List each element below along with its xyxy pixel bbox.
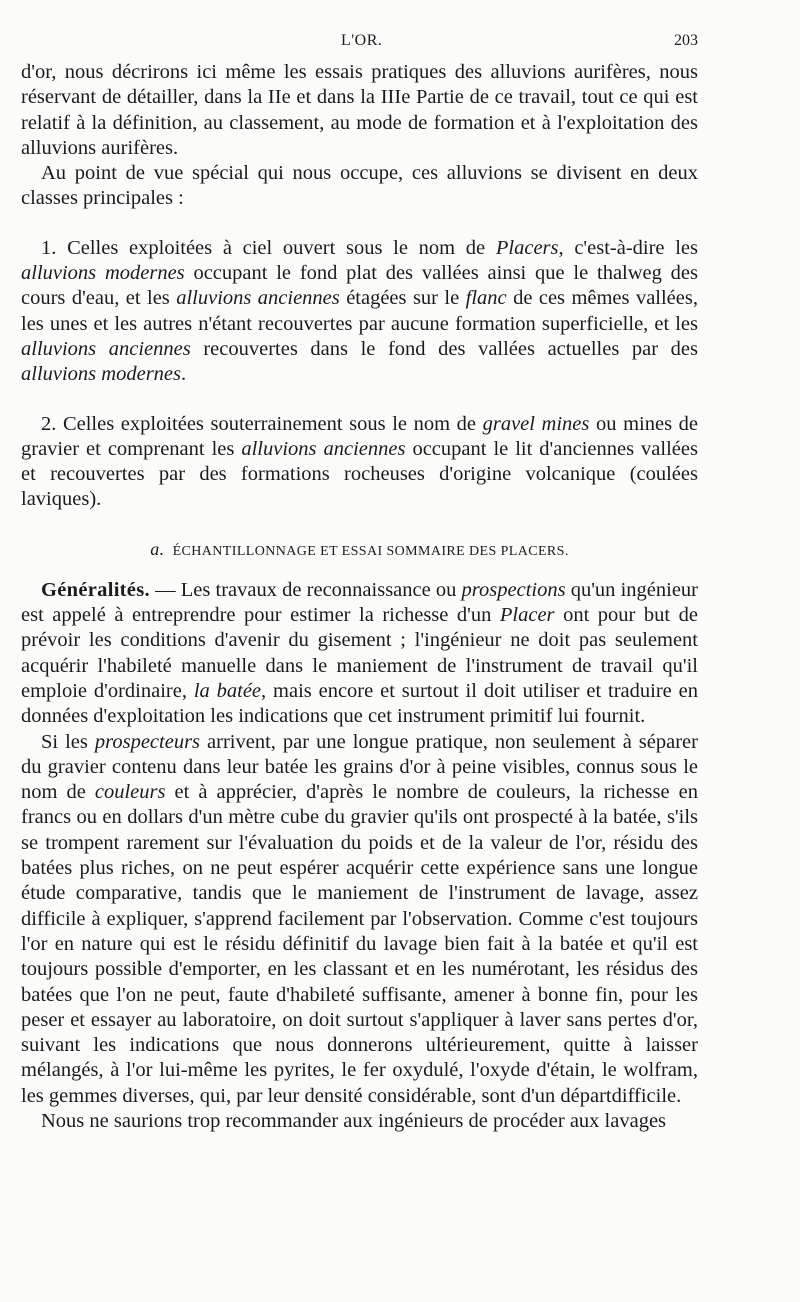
running-title: L'OR. bbox=[341, 32, 383, 49]
page bbox=[21, 32, 698, 1134]
run-in-heading: Généralités. bbox=[41, 578, 150, 601]
paragraph-prospecteurs: Si les prospecteurs arrivent, par une longue pratique, non seulement à séparer du gravier contenu dans leur batée les grains d'or à peine visibles, connus sous le nom de couleurs et à apprécier, d'après le nombre de couleurs, la richesse en francs ou en dollars d'un mètre cube du gravier qu'ils ont prospecté à la batée, s'ils se trompent rarement sur l'évaluation du poids et de la valeur de l'or, résidu des batées plus riches, on ne peut espérer acquérir cette expérience sans une longue étude comparative, tandis que le maniement de l'instrument de lavage, assez difficile à expliquer, s'apprend facilement par l'observation. Comme c'est toujours l'or en nature qui est le résidu définitif du lavage bien fait à la batée et qu'il est toujours possible d'emporter, en les classant et en les numérotant, les résidus des batées que l'on ne peut, faute d'habileté suffisante, amener à bonne fin, pour les peser et essayer au laboratoire, on doit surtout s'appliquer à laver sans pertes d'or, suivant les indications que nous donnerons ultérieurement, quitte à laisser mélangés, à l'or lui-même les pyrites, le fer oxydulé, l'oxyde d'étain, le wolfram, les gemmes diverses, qui, par leur densité considérable, sont d'un départdifficile. bbox=[21, 730, 698, 1107]
list-item-2: 2. Celles exploitées souterrainement sous le nom de gravel mines ou mines de gravier et comprenant les alluvions anciennes occupant le lit d'anciennes vallées et recouvertes par des formations rocheuses d'origine volcanique (coulées laviques). bbox=[21, 412, 698, 511]
item-number: 2. bbox=[41, 412, 57, 435]
section-heading bbox=[21, 539, 698, 560]
paragraph-1: d'or, nous décrirons ici même les essais pratiques des alluvions aurifères, nous réservant de détailler, dans la IIe et dans la IIIe Partie de ce travail, tout ce qui est relatif à la définition, au classement, au mode de formation et à l'exploitation des alluvions aurifères. bbox=[21, 61, 698, 159]
paragraph-generalites: Généralités. — Les travaux de reconnaissance ou prospections qu'un ingénieur est appelé à entreprendre pour estimer la richesse d'un Placer ont pour but de prévoir les conditions d'avenir du gisement ; l'ingénieur ne doit pas seulement acquérir l'habileté manuelle dans le maniement de l'instrument de travail qu'il emploie d'ordinaire, la batée, mais encore et surtout il doit utiliser et traduire en données d'exploitation les indications que cet instrument primitif lui fournit. bbox=[21, 578, 698, 728]
running-head bbox=[21, 32, 698, 60]
list-item-1: 1. Celles exploitées à ciel ouvert sous le nom de Placers, c'est-à-dire les alluvions modernes occupant le fond plat des vallées ainsi que le thalweg des cours d'eau, et les alluvions anciennes étagées sur le flanc de ces mêmes vallées, les unes et les autres n'étant recouvertes par aucune formation superficielle, et les alluvions anciennes recouvertes dans le fond des vallées actuelles par des alluvions modernes. bbox=[21, 236, 698, 386]
paragraph-2: Au point de vue spécial qui nous occupe, ces alluvions se divisent en deux classes principales : bbox=[21, 162, 698, 210]
item-number: 1. bbox=[41, 236, 57, 259]
section-title: ÉCHANTILLONNAGE ET ESSAI SOMMAIRE DES PLACERS. bbox=[172, 543, 569, 559]
page-number: 203 bbox=[674, 32, 698, 49]
section-letter: a. bbox=[150, 538, 165, 559]
paragraph-last: Nous ne saurions trop recommander aux ingénieurs de procéder aux lavages bbox=[41, 1109, 667, 1132]
